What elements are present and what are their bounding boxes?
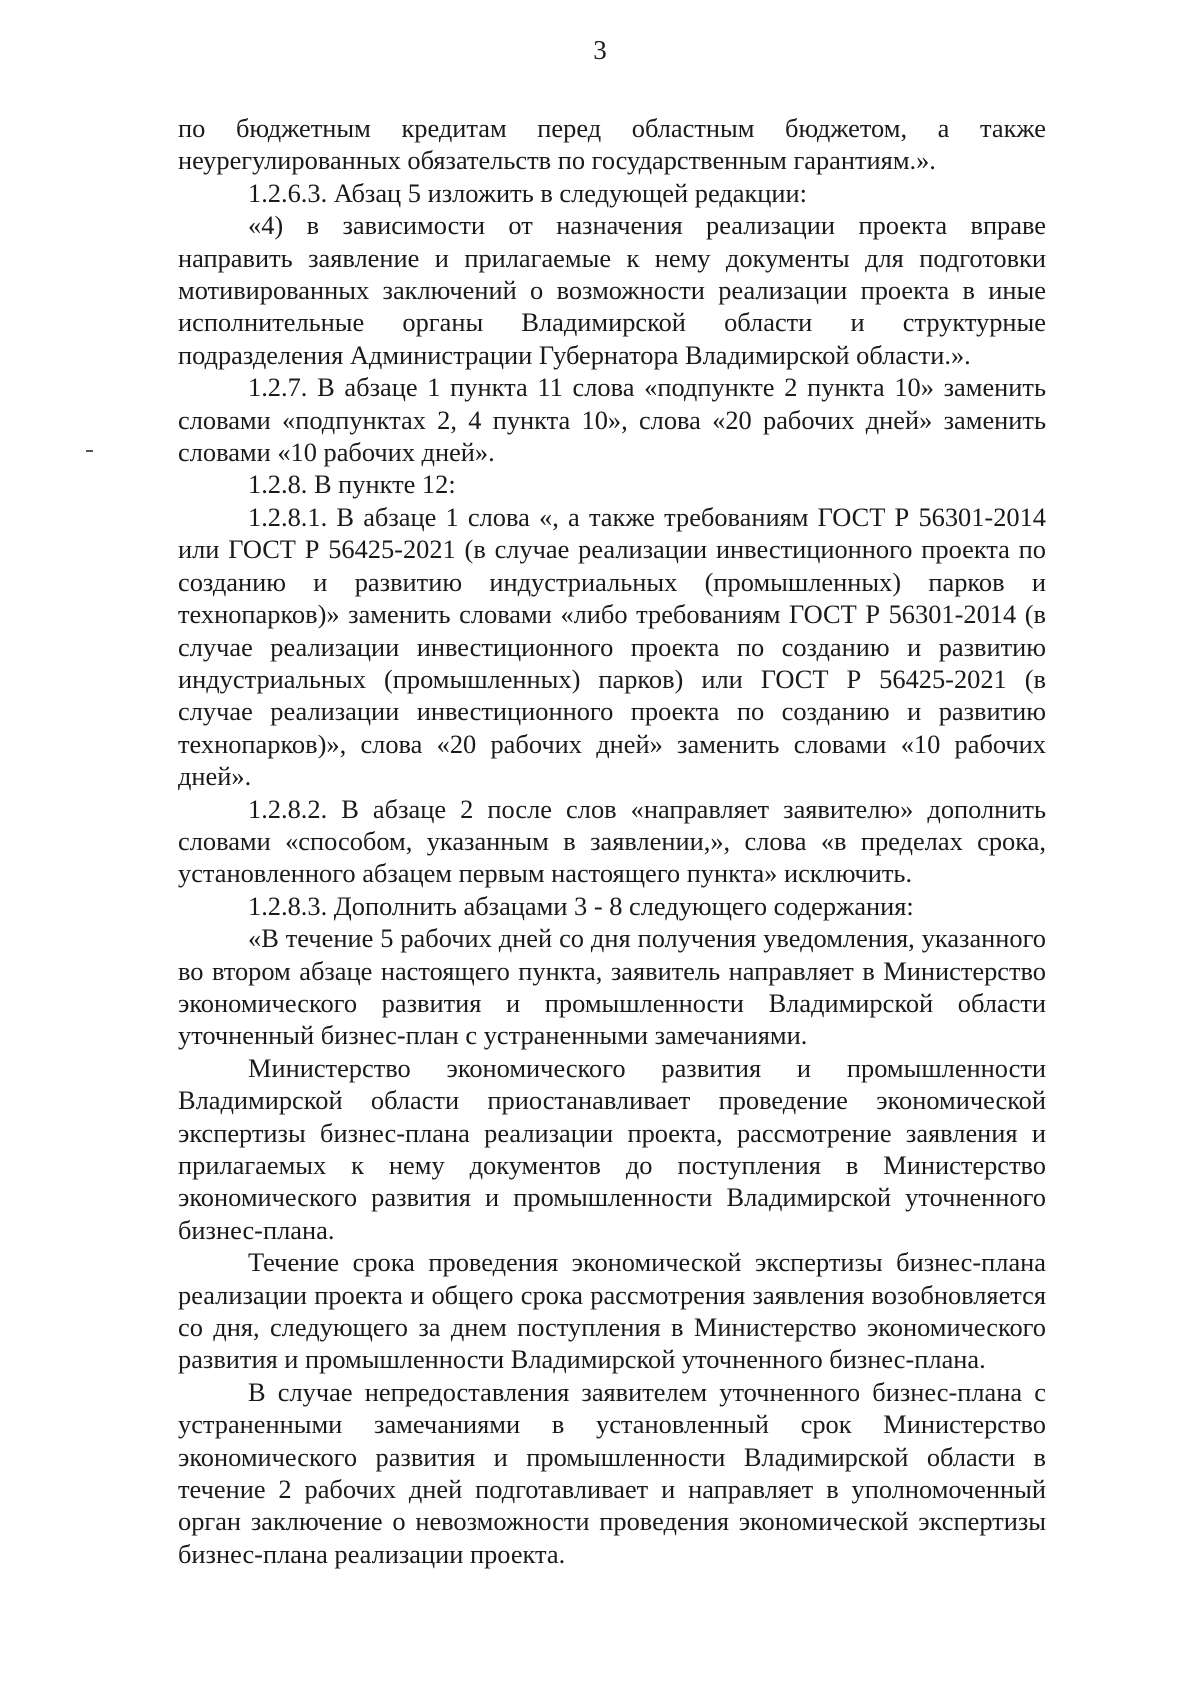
paragraph-ministry-suspends: Министерство экономического развития и промышленности Владимирской области приостанавливает проведение экономической экспертизы бизнес-плана реализации проекта, рассмотрение заявления и прилагаемых к нему документов до поступления в Министерство экономического развития и промышленности Владимирской уточненного бизнес-плана. [178,1052,1046,1245]
paragraph-quoted-item-4: «4) в зависимости от назначения реализации проекта вправе направить заявление и прилагаемые к нему документы для подготовки мотивированных заключений о возможности реализации проекта в иные исполнительные органы Владимирской области и структурные подразделения Администрации Губернатора Владимирской области.». [178,210,1046,370]
paragraph-1-2-7: 1.2.7. В абзаце 1 пункта 11 слова «подпункте 2 пункта 10» заменить словами «подпунктах 2, 4 пункта 10», слова «20 рабочих дней» заменить словами «10 рабочих дней». [178,372,1046,468]
paragraph-1-2-6-3: 1.2.6.3. Абзац 5 изложить в следующей редакции: [248,177,807,208]
scan-artifact-mark [86,450,93,452]
document-body [178,112,1046,1570]
paragraph-1-2-8-1: 1.2.8.1. В абзаце 1 слова «, а также требованиям ГОСТ Р 56301-2014 или ГОСТ Р 56425-2021 (в случае реализации инвестиционного проекта по созданию и развитию индустриальных (промышленных) парков и технопарков)» заменить словами «либо требованиям ГОСТ Р 56301-2014 (в случае реализации инвестиционного проекта по созданию и развитию индустриальных (промышленных) парков) или ГОСТ Р 56425-2021 (в случае реализации инвестиционного проекта по созданию и развитию технопарков)», слова «20 рабочих дней» заменить словами «10 рабочих дней». [178,501,1046,792]
paragraph-quoted-5-days: «В течение 5 рабочих дней со дня получения уведомления, указанного во втором абзаце настоящего пункта, заявитель направляет в Министерство экономического развития и промышленности Владимирской области уточненный бизнес-план с устраненными замечаниями. [178,923,1046,1051]
page-number: 3 [593,35,607,65]
paragraph-non-submission: В случае непредоставления заявителем уточненного бизнес-плана с устраненными замечаниями в установленный срок Министерство экономического развития и промышленности Владимирской области в течение 2 рабочих дней подготавливает и направляет в уполномоченный орган заключение о невозможности проведения экономической экспертизы бизнес-плана реализации проекта. [178,1376,1046,1569]
paragraph-continuation: по бюджетным кредитам перед областным бюджетом, а также неурегулированных обязательств по государственным гарантиям.». [178,113,1046,176]
paragraph-1-2-8: 1.2.8. В пункте 12: [248,469,456,500]
paragraph-term-resumes: Течение срока проведения экономической экспертизы бизнес-плана реализации проекта и общего срока рассмотрения заявления возобновляется со дня, следующего за днем поступления в Министерство экономического развития и промышленности Владимирской уточненного бизнес-плана. [178,1247,1046,1375]
paragraph-1-2-8-2: 1.2.8.2. В абзаце 2 после слов «направляет заявителю» дополнить словами «способом, указанным в заявлении,», слова «в пределах срока, установленного абзацем первым настоящего пункта» исключить. [178,793,1046,889]
paragraph-1-2-8-3: 1.2.8.3. Дополнить абзацами 3 - 8 следующего содержания: [248,890,914,921]
